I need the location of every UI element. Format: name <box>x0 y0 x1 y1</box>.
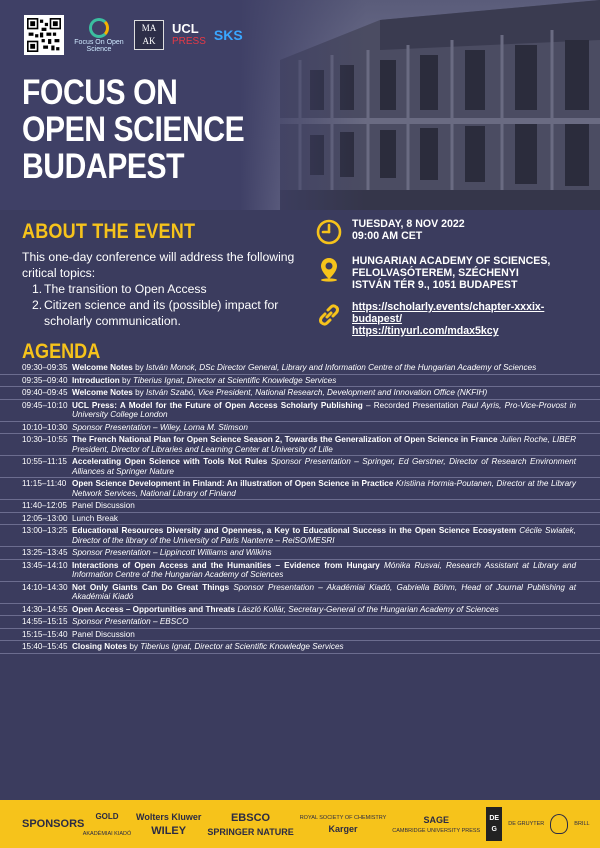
clock-icon <box>316 219 342 245</box>
agenda-time: 13:25–13:45 <box>22 548 68 557</box>
sage-logo: SAGE <box>423 814 450 825</box>
agenda-row <box>0 387 600 400</box>
agenda-time: 14:30–14:55 <box>22 604 68 614</box>
agenda-session-title: Closing Notes <box>72 642 128 651</box>
agenda-session-title: Welcome Notes <box>72 388 133 397</box>
agenda-speaker: István Szabó, Vice President, National Research, Development and Innovation Office (NKFIH) <box>146 388 488 397</box>
gold-sponsor: GOLD AKADÉMIAI KIADÓ <box>78 812 136 837</box>
link-icon <box>316 302 342 328</box>
wolters-kluwer-logo: Wolters Kluwer <box>136 811 202 822</box>
topics-list <box>32 281 302 329</box>
de-gruyter-logo: DE GRUYTER <box>508 821 545 827</box>
agenda-row <box>0 629 600 642</box>
agenda-time: 09:30–09:35 <box>22 363 68 372</box>
agenda-time: 09:35–09:40 <box>22 375 68 385</box>
about-section <box>22 220 302 329</box>
agenda-session-title: Introduction <box>72 375 120 385</box>
title-line: OPEN SCIENCE <box>22 110 245 149</box>
agenda-session-title: Welcome Notes <box>72 363 133 372</box>
agenda-speaker: Tiberius Ignat, Director at Scientific Knowledge Services <box>132 375 337 385</box>
agenda-row <box>0 513 600 526</box>
agenda-session-title: Open Science Development in Finland: An illustration of Open Science in Practice <box>72 479 394 488</box>
brill-logo: BRILL <box>574 821 590 827</box>
hero-banner <box>0 0 600 210</box>
agenda-description <box>68 457 600 476</box>
agenda-heading: AGENDA <box>22 340 101 363</box>
agenda-row <box>0 604 600 617</box>
agenda-time: 13:45–14:10 <box>22 560 68 570</box>
agenda-time: 15:40–15:45 <box>22 642 68 651</box>
agenda-description <box>68 630 600 640</box>
agenda-row <box>0 616 600 629</box>
date-time-row <box>316 218 586 245</box>
partner-logos <box>24 14 243 56</box>
agenda-description <box>68 605 600 615</box>
agenda-row <box>0 641 600 654</box>
agenda-session-title: Not Only Giants Can Do Great Things <box>72 582 230 592</box>
agenda-row <box>0 582 600 604</box>
agenda-row <box>0 434 600 456</box>
agenda-row <box>0 478 600 500</box>
agenda-row <box>0 362 600 375</box>
agenda-session-title: Interactions of Open Access and the Humanities – Evidence from Hungary <box>72 560 380 570</box>
agenda-speaker: Sponsor Presentation – Wiley, Lorna M. Stimson <box>72 422 248 432</box>
agenda-row <box>0 547 600 560</box>
agenda-time: 14:55–15:15 <box>22 617 68 626</box>
agenda-time: 14:10–14:30 <box>22 582 68 592</box>
about-intro: This one-day conference will address the following critical topics: <box>22 250 295 280</box>
agenda-speaker: Paul Ayris, Pro-Vice-Provost in University College London <box>72 400 577 419</box>
agenda-description <box>68 376 600 386</box>
agenda-separator: by <box>119 375 133 385</box>
agenda-time: 13:00–13:25 <box>22 526 68 535</box>
agenda-session-title: Open Access – Opportunities and Threats <box>72 604 236 614</box>
agenda-description <box>68 363 600 373</box>
springer-nature-logo: SPRINGER NATURE <box>207 826 294 837</box>
agenda-time: 15:15–15:40 <box>22 629 68 639</box>
agenda-description <box>68 401 600 420</box>
sponsor-logos <box>136 807 590 841</box>
agenda-description <box>68 423 600 433</box>
qr-code[interactable] <box>24 15 64 55</box>
agenda-separator: by <box>127 642 141 651</box>
agenda-description <box>68 548 600 558</box>
agenda-description <box>68 388 600 398</box>
agenda-speaker: Julien Roche, LIBER President, Director of Libraries and Learning Center at University of Lille <box>72 435 576 454</box>
event-info <box>316 218 586 347</box>
venue-line: ISTVÁN TÉR 9., 1051 BUDAPEST <box>352 279 518 291</box>
event-date: TUESDAY, 8 NOV 2022 <box>352 218 465 230</box>
agenda-row <box>0 525 600 547</box>
topic-item: 1. The transition to Open Access <box>32 282 207 296</box>
agenda-speaker: Tiberius Ignat, Director at Scientific Knowledge Services <box>140 642 344 651</box>
agenda-row <box>0 560 600 582</box>
agenda-time: 09:40–09:45 <box>22 388 68 397</box>
agenda-row <box>0 422 600 435</box>
qr-code-icon <box>27 18 61 52</box>
agenda-time: 12:05–13:00 <box>22 513 68 523</box>
de-gruyter-mark: DE G <box>486 807 502 841</box>
agenda-time: 10:55–11:15 <box>22 457 67 466</box>
agenda-speaker: Kristiina Hormia-Poutanen, Director at the Library Network Services, National Library of Finland <box>72 479 576 498</box>
agenda-table <box>0 362 600 654</box>
venue-row <box>316 255 586 291</box>
agenda-session-title: The French National Plan for Open Science Season 2, Towards the Generalization of Open Science in France <box>72 435 498 444</box>
event-link-scholarly[interactable]: https://scholarly.events/chapter-xxxix- budapest/ <box>352 301 545 325</box>
topic-item: 2. Citizen science and its (possible) impact for scholarly communication. <box>32 298 279 328</box>
agenda-speaker: Sponsor Presentation – Lippincott Williams and Wilkins <box>72 548 272 557</box>
agenda-description <box>68 479 600 498</box>
venue-line: FELOLVASÓTEREM, SZÉCHENYI <box>352 267 519 279</box>
ucl-press-logo: UCL PRESS <box>172 21 206 47</box>
agenda-time: 11:15–11:40 <box>22 479 67 488</box>
location-pin-icon <box>316 256 342 282</box>
agenda-speaker: Sponsor Presentation – Springer, Ed Gerstner, Director of Research Environment Alliances at Springer Nature <box>72 457 576 476</box>
agenda-separator: – Recorded Presentation <box>362 400 462 410</box>
agenda-description <box>68 617 600 627</box>
agenda-speaker: Sponsor Presentation – EBSCO <box>72 617 189 626</box>
sks-logo: SKS <box>213 27 243 43</box>
title-line: FOCUS ON <box>22 73 178 112</box>
links-row <box>316 301 586 337</box>
agenda-description <box>68 642 600 652</box>
focus-on-open-science-logo: Focus On Open Science <box>72 17 126 53</box>
title-line: BUDAPEST <box>22 147 185 186</box>
agenda-separator: Panel Discussion <box>72 501 135 510</box>
sponsors-label: SPONSORS <box>22 818 85 830</box>
agenda-description <box>68 583 600 602</box>
event-link-tinyurl[interactable]: https://tinyurl.com/mdax5kcy <box>352 325 499 337</box>
akademiai-kiado-logo: AKADÉMIAI KIADÓ <box>82 830 132 837</box>
agenda-row <box>0 400 600 422</box>
about-heading: ABOUT THE EVENT <box>22 220 196 243</box>
venue-line: HUNGARIAN ACADEMY OF SCIENCES, <box>352 255 551 267</box>
agenda-description <box>68 435 600 454</box>
agenda-row <box>0 456 600 478</box>
agenda-description <box>68 561 600 580</box>
sponsors-bar <box>0 800 600 848</box>
agenda-separator: by <box>132 363 147 372</box>
event-time: 09:00 AM CET <box>352 230 423 242</box>
agenda-time: 10:30–10:55 <box>22 435 68 444</box>
agenda-separator: by <box>132 388 147 397</box>
agenda-description <box>68 526 600 545</box>
agenda-time: 09:45–10:10 <box>22 400 68 410</box>
agenda-separator: Panel Discussion <box>72 629 135 639</box>
agenda-speaker: István Monok, DSc Director General, Library and Information Centre of the Hungarian Academy of Sciences <box>146 363 537 372</box>
agenda-row <box>0 375 600 388</box>
ebsco-logo: EBSCO <box>230 811 271 824</box>
event-title <box>22 74 246 185</box>
crest-logo <box>550 814 568 834</box>
agenda-session-title: Accelerating Open Science with Tools Not Rules <box>72 457 268 466</box>
rsc-logo: ROYAL SOCIETY OF CHEMISTRY <box>299 814 387 821</box>
agenda-row <box>0 500 600 513</box>
agenda-speaker: László Kollár, Secretary-General of the Hungarian Academy of Sciences <box>237 604 499 614</box>
agenda-description <box>68 501 600 511</box>
academy-building-photo <box>240 0 600 210</box>
agenda-speaker: Mónika Rusvai, Research Assistant at Library and Information Centre of the Hungarian Academy of Sciences <box>72 560 577 579</box>
agenda-speaker: Cécile Swiatek, Director of the library of the University of Paris Nanterre – ReiSO/MESRI <box>72 526 576 545</box>
agenda-time: 11:40–12:05 <box>22 501 67 510</box>
agenda-time: 10:10–10:30 <box>22 422 68 432</box>
karger-logo: Karger <box>328 823 358 834</box>
agenda-separator: Lunch Break <box>72 513 118 523</box>
agenda-session-title: UCL Press: A Model for the Future of Open Access Scholarly Publishing <box>72 400 363 410</box>
agenda-speaker: Sponsor Presentation – Akadémiai Kiadó, Gabriella Böhm, Head of Journal Publishing at Akadémiai Kiadó <box>72 582 576 601</box>
mak-logo: MA AK <box>134 20 164 50</box>
agenda-session-title: Educational Resources Diversity and Openness, a Key to Educational Success in the Open Science Ecosystem <box>72 526 517 535</box>
agenda-description <box>68 514 600 524</box>
wiley-logo: WILEY <box>151 824 187 837</box>
cambridge-logo: CAMBRIDGE UNIVERSITY PRESS <box>392 827 481 834</box>
